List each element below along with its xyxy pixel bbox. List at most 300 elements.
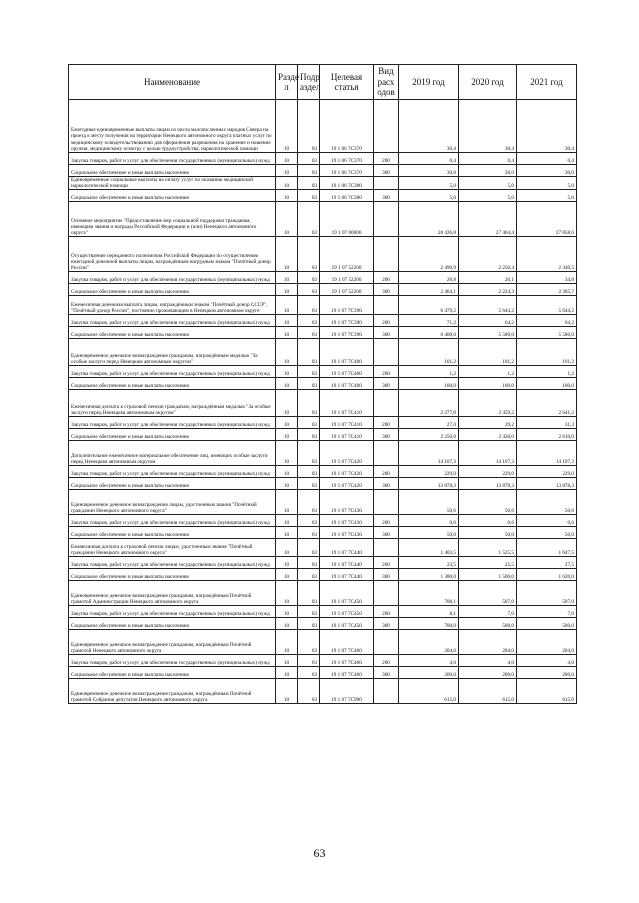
- cell-target: 19 1 07 7С410: [320, 429, 374, 441]
- col-2021-header: 2021 год: [517, 65, 577, 100]
- cell-vr: [374, 296, 399, 315]
- cell-vr: [374, 202, 399, 237]
- cell-y2019: 50,6: [399, 490, 459, 515]
- cell-name: Закупка товаров, работ и услуг для обеспечения государственных (муниципальных) нужд: [69, 366, 276, 378]
- table-row: [69, 177, 577, 190]
- cell-y2020: 229,0: [459, 466, 517, 478]
- cell-sec: 10: [276, 606, 298, 618]
- cell-y2020: 2 250,4: [459, 237, 517, 272]
- cell-sub: 03: [298, 679, 320, 704]
- table-row: [69, 366, 577, 378]
- cell-y2019: 204,0: [399, 630, 459, 655]
- cell-y2020: 14 107,3: [459, 441, 517, 466]
- cell-target: 19 1 07 7С440: [320, 569, 374, 581]
- cell-vr: 300: [374, 378, 399, 390]
- cell-y2019: 2 490,9: [399, 237, 459, 272]
- table-row: [69, 339, 577, 366]
- table-row: [69, 466, 577, 478]
- cell-vr: 300: [374, 618, 399, 630]
- cell-target: 19 1 07 7С450: [320, 618, 374, 630]
- table-row: [69, 417, 577, 429]
- cell-sec: 10: [276, 153, 298, 165]
- cell-target: 19 1 07 7С430: [320, 490, 374, 515]
- cell-y2020: 500,0: [459, 618, 517, 630]
- cell-y2020: 1 500,0: [459, 569, 517, 581]
- cell-y2020: 615,0: [459, 679, 517, 704]
- cell-vr: 300: [374, 667, 399, 679]
- cell-vr: 200: [374, 417, 399, 429]
- cell-y2021: 5 644,2: [517, 296, 577, 315]
- cell-vr: 300: [374, 284, 399, 296]
- table-row: [69, 478, 577, 490]
- cell-y2019: 30,4: [399, 100, 459, 153]
- cell-sub: 03: [298, 655, 320, 667]
- cell-y2021: 1,2: [517, 366, 577, 378]
- cell-vr: [374, 490, 399, 515]
- cell-sub: 03: [298, 339, 320, 366]
- cell-y2021: 615,0: [517, 679, 577, 704]
- cell-target: 19 1 06 7С380: [320, 190, 374, 202]
- cell-y2019: 1 380,0: [399, 569, 459, 581]
- cell-y2020: 50,6: [459, 490, 517, 515]
- cell-y2021: 27 858,6: [517, 202, 577, 237]
- cell-target: 19 1 07 7С440: [320, 557, 374, 569]
- cell-y2021: 1 647,5: [517, 539, 577, 557]
- cell-y2019: 5,0: [399, 190, 459, 202]
- cell-vr: [374, 100, 399, 153]
- cell-y2019: 14 107,3: [399, 441, 459, 466]
- cell-sub: 03: [298, 581, 320, 606]
- cell-y2020: 7,0: [459, 606, 517, 618]
- cell-sec: 10: [276, 679, 298, 704]
- col-section-header: Разде л: [276, 65, 298, 100]
- cell-sub: 03: [298, 366, 320, 378]
- cell-y2021: 229,0: [517, 466, 577, 478]
- cell-y2019: 26,8: [399, 272, 459, 284]
- cell-y2019: 5,0: [399, 177, 459, 190]
- cell-y2020: 26,1: [459, 272, 517, 284]
- col-exptype-header: Вид расх одов: [374, 65, 399, 100]
- cell-y2021: 500,0: [517, 618, 577, 630]
- table-row: [69, 490, 577, 515]
- cell-sub: 03: [298, 630, 320, 655]
- table-row: [69, 679, 577, 704]
- table-row: [69, 390, 577, 417]
- cell-y2019: 0,4: [399, 153, 459, 165]
- cell-name: Единовременное денежное вознаграждение гражданам, награждённым Почётной грамотой Собрания депутатов Ненецкого автономного округа: [69, 679, 276, 704]
- cell-sub: 03: [298, 490, 320, 515]
- cell-y2019: 708,1: [399, 581, 459, 606]
- cell-y2020: 0,4: [459, 153, 517, 165]
- cell-y2020: 25,5: [459, 557, 517, 569]
- cell-sub: 03: [298, 315, 320, 327]
- cell-sec: 10: [276, 378, 298, 390]
- cell-sec: 10: [276, 429, 298, 441]
- cell-name: Социальное обеспечение и иные выплаты населению: [69, 569, 276, 581]
- cell-y2021: 2 641,3: [517, 390, 577, 417]
- cell-sub: 03: [298, 202, 320, 237]
- cell-name: Социальное обеспечение и иные выплаты населению: [69, 618, 276, 630]
- cell-y2021: 0,6: [517, 515, 577, 527]
- cell-sub: 03: [298, 569, 320, 581]
- cell-sec: 10: [276, 315, 298, 327]
- cell-sec: 10: [276, 478, 298, 490]
- cell-y2019: 200,0: [399, 667, 459, 679]
- cell-y2021: 30,4: [517, 100, 577, 153]
- cell-vr: 200: [374, 515, 399, 527]
- cell-vr: 200: [374, 366, 399, 378]
- table-body: [69, 100, 577, 704]
- cell-vr: 300: [374, 190, 399, 202]
- cell-y2021: 101,2: [517, 339, 577, 366]
- table-row: [69, 378, 577, 390]
- cell-name: Основное мероприятие "Предоставление мер социальной поддержки гражданам, имеющим звания и награды Российской Федерации и (или) Ненецкого автономного округа": [69, 202, 276, 237]
- cell-vr: 200: [374, 655, 399, 667]
- table-row: [69, 284, 577, 296]
- cell-y2020: 1,2: [459, 366, 517, 378]
- cell-target: 19 1 06 7С370: [320, 165, 374, 177]
- cell-sub: 03: [298, 429, 320, 441]
- cell-name: Единовременное денежное вознаграждение гражданам, награждённым Почётной грамотой Ненецкого автономного округа: [69, 630, 276, 655]
- cell-y2020: 2 430,0: [459, 429, 517, 441]
- cell-sec: 10: [276, 466, 298, 478]
- col-subsection-header: Подр аздел: [298, 65, 320, 100]
- cell-sec: 10: [276, 327, 298, 339]
- cell-y2020: 100,0: [459, 378, 517, 390]
- cell-name: Закупка товаров, работ и услуг для обеспечения государственных (муниципальных) нужд: [69, 315, 276, 327]
- cell-name: Социальное обеспечение и иные выплаты населению: [69, 527, 276, 539]
- table-row: [69, 190, 577, 202]
- cell-name: Социальное обеспечение и иные выплаты населению: [69, 165, 276, 177]
- cell-y2019: 6 479,2: [399, 296, 459, 315]
- cell-y2021: 27,5: [517, 557, 577, 569]
- cell-sub: 03: [298, 284, 320, 296]
- cell-sub: 03: [298, 527, 320, 539]
- cell-y2019: 8,1: [399, 606, 459, 618]
- cell-y2019: 1,2: [399, 366, 459, 378]
- cell-y2021: 7,0: [517, 606, 577, 618]
- cell-sub: 03: [298, 177, 320, 190]
- cell-y2021: 5 580,0: [517, 327, 577, 339]
- cell-vr: 300: [374, 478, 399, 490]
- cell-target: 19 1 07 7С450: [320, 606, 374, 618]
- cell-target: 19 1 07 52200: [320, 237, 374, 272]
- cell-y2020: 5,0: [459, 190, 517, 202]
- cell-sec: 10: [276, 618, 298, 630]
- cell-sub: 03: [298, 153, 320, 165]
- cell-y2021: 507,0: [517, 581, 577, 606]
- cell-target: 19 1 07 7С390: [320, 327, 374, 339]
- cell-y2021: 50,6: [517, 490, 577, 515]
- cell-sub: 03: [298, 378, 320, 390]
- cell-name: Единовременное денежное вознаграждение лицам, удостоенным звания "Почётный гражданин Ненецкого автономного округа": [69, 490, 276, 515]
- cell-y2019: 13 878,3: [399, 478, 459, 490]
- cell-sub: 03: [298, 296, 320, 315]
- cell-y2021: 5,0: [517, 190, 577, 202]
- cell-y2021: 4,0: [517, 655, 577, 667]
- cell-target: 19 1 07 7С420: [320, 441, 374, 466]
- cell-y2020: 200,0: [459, 667, 517, 679]
- cell-y2019: 229,0: [399, 466, 459, 478]
- cell-vr: [374, 237, 399, 272]
- cell-y2021: 2 340,5: [517, 237, 577, 272]
- cell-name: Закупка товаров, работ и услуг для обеспечения государственных (муниципальных) нужд: [69, 557, 276, 569]
- cell-y2020: 13 878,3: [459, 478, 517, 490]
- cell-sec: 10: [276, 417, 298, 429]
- cell-y2020: 2 459,2: [459, 390, 517, 417]
- cell-target: 19 1 07 7С440: [320, 539, 374, 557]
- cell-y2019: 0,6: [399, 515, 459, 527]
- cell-y2020: 507,0: [459, 581, 517, 606]
- cell-sec: 10: [276, 366, 298, 378]
- cell-sub: 03: [298, 539, 320, 557]
- cell-y2020: 30,0: [459, 165, 517, 177]
- cell-y2019: 1 403,5: [399, 539, 459, 557]
- cell-name: Закупка товаров, работ и услуг для обеспечения государственных (муниципальных) нужд: [69, 655, 276, 667]
- cell-sec: 10: [276, 165, 298, 177]
- cell-y2021: 50,0: [517, 527, 577, 539]
- cell-sub: 03: [298, 478, 320, 490]
- cell-y2021: 34,8: [517, 272, 577, 284]
- cell-sec: 10: [276, 390, 298, 417]
- table-row: [69, 618, 577, 630]
- cell-name: Социальное обеспечение и иные выплаты населению: [69, 429, 276, 441]
- cell-y2019: 2 250,0: [399, 429, 459, 441]
- cell-y2021: 2 610,0: [517, 429, 577, 441]
- cell-y2019: 101,2: [399, 339, 459, 366]
- cell-target: 19 1 07 7С400: [320, 366, 374, 378]
- cell-sub: 03: [298, 327, 320, 339]
- cell-sec: 10: [276, 237, 298, 272]
- cell-vr: [374, 390, 399, 417]
- cell-y2019: 28 436,8: [399, 202, 459, 237]
- cell-sec: 10: [276, 296, 298, 315]
- cell-y2021: 14 107,3: [517, 441, 577, 466]
- cell-target: 19 1 07 7С450: [320, 581, 374, 606]
- cell-vr: 200: [374, 315, 399, 327]
- cell-sec: 10: [276, 569, 298, 581]
- cell-sub: 03: [298, 190, 320, 202]
- cell-y2021: 0,4: [517, 153, 577, 165]
- cell-y2019: 30,0: [399, 165, 459, 177]
- cell-vr: [374, 630, 399, 655]
- cell-name: Закупка товаров, работ и услуг для обеспечения государственных (муниципальных) нужд: [69, 153, 276, 165]
- cell-target: 19 1 07 52200: [320, 284, 374, 296]
- cell-y2019: 50,0: [399, 527, 459, 539]
- cell-name: Закупка товаров, работ и услуг для обеспечения государственных (муниципальных) нужд: [69, 417, 276, 429]
- cell-y2019: 6 408,0: [399, 327, 459, 339]
- cell-vr: [374, 177, 399, 190]
- table-row: [69, 153, 577, 165]
- cell-sec: 10: [276, 272, 298, 284]
- table-row: [69, 296, 577, 315]
- cell-sub: 03: [298, 667, 320, 679]
- cell-y2019: 700,0: [399, 618, 459, 630]
- cell-sec: 10: [276, 557, 298, 569]
- cell-y2020: 27 464,4: [459, 202, 517, 237]
- cell-sec: 10: [276, 100, 298, 153]
- table-row: [69, 441, 577, 466]
- table-row: [69, 515, 577, 527]
- cell-y2019: 27,0: [399, 417, 459, 429]
- cell-y2020: 0,6: [459, 515, 517, 527]
- cell-y2021: 13 878,3: [517, 478, 577, 490]
- cell-sub: 03: [298, 466, 320, 478]
- cell-target: 19 1 07 7С390: [320, 315, 374, 327]
- cell-target: 19 1 07 7С420: [320, 478, 374, 490]
- cell-y2020: 30,4: [459, 100, 517, 153]
- cell-y2020: 101,2: [459, 339, 517, 366]
- cell-vr: [374, 339, 399, 366]
- table-row: [69, 272, 577, 284]
- cell-y2020: 50,0: [459, 527, 517, 539]
- table-row: [69, 429, 577, 441]
- cell-name: Социальное обеспечение и иные выплаты населению: [69, 378, 276, 390]
- cell-sub: 03: [298, 618, 320, 630]
- cell-y2021: 5,0: [517, 177, 577, 190]
- cell-sec: 10: [276, 190, 298, 202]
- table-row: [69, 100, 577, 153]
- cell-vr: 200: [374, 466, 399, 478]
- cell-sec: 10: [276, 490, 298, 515]
- table-row: [69, 667, 577, 679]
- cell-name: Закупка товаров, работ и услуг для обеспечения государственных (муниципальных) нужд: [69, 466, 276, 478]
- cell-vr: [374, 441, 399, 466]
- cell-sec: 10: [276, 527, 298, 539]
- table-row: [69, 557, 577, 569]
- cell-y2020: 5 644,2: [459, 296, 517, 315]
- cell-y2019: 615,0: [399, 679, 459, 704]
- cell-vr: [374, 581, 399, 606]
- cell-vr: [374, 679, 399, 704]
- cell-vr: 300: [374, 569, 399, 581]
- cell-y2021: 2 305,7: [517, 284, 577, 296]
- cell-name: Единовременное денежное вознаграждение гражданам, награждённым медалью "За особые заслуги перед Ненецким автономным округом": [69, 339, 276, 366]
- cell-y2020: 204,0: [459, 630, 517, 655]
- cell-sub: 03: [298, 100, 320, 153]
- cell-sub: 03: [298, 606, 320, 618]
- cell-sub: 03: [298, 441, 320, 466]
- table-row: [69, 315, 577, 327]
- cell-name: Социальное обеспечение и иные выплаты населению: [69, 667, 276, 679]
- cell-y2021: 30,0: [517, 165, 577, 177]
- cell-vr: 300: [374, 327, 399, 339]
- cell-y2021: 200,0: [517, 667, 577, 679]
- cell-target: 19 1 06 7С370: [320, 153, 374, 165]
- cell-sec: 10: [276, 339, 298, 366]
- cell-vr: 300: [374, 429, 399, 441]
- cell-vr: 200: [374, 557, 399, 569]
- cell-name: Закупка товаров, работ и услуг для обеспечения государственных (муниципальных) нужд: [69, 515, 276, 527]
- cell-target: 19 1 07 7С410: [320, 390, 374, 417]
- cell-name: Закупка товаров, работ и услуг для обеспечения государственных (муниципальных) нужд: [69, 272, 276, 284]
- col-2019-header: 2019 год: [399, 65, 459, 100]
- cell-y2019: 2 464,1: [399, 284, 459, 296]
- cell-sec: 10: [276, 284, 298, 296]
- cell-y2021: 31,3: [517, 417, 577, 429]
- cell-sub: 03: [298, 557, 320, 569]
- table-row: [69, 655, 577, 667]
- cell-y2020: 5,0: [459, 177, 517, 190]
- col-2020-header: 2020 год: [459, 65, 517, 100]
- cell-name: Ежемесячная доплата к страховой пенсии гражданам, награждённым медалью "За особые заслуги перед Ненецким автономным округом": [69, 390, 276, 417]
- cell-sec: 10: [276, 581, 298, 606]
- cell-vr: [374, 539, 399, 557]
- table-row: [69, 581, 577, 606]
- cell-name: Дополнительное ежемесячное материальное обеспечение лиц, имеющих особые заслуги перед Ненецким автономным округом: [69, 441, 276, 466]
- table-row: [69, 569, 577, 581]
- cell-target: 19 1 06 7С380: [320, 177, 374, 190]
- cell-y2020: 4,0: [459, 655, 517, 667]
- cell-y2020: 1 525,5: [459, 539, 517, 557]
- cell-target: 19 1 07 7С400: [320, 378, 374, 390]
- cell-y2019: 4,0: [399, 655, 459, 667]
- cell-target: 19 1 07 7С400: [320, 339, 374, 366]
- cell-target: 19 1 07 00000: [320, 202, 374, 237]
- cell-vr: 200: [374, 272, 399, 284]
- cell-name: Социальное обеспечение и иные выплаты населению: [69, 284, 276, 296]
- cell-sec: 10: [276, 441, 298, 466]
- cell-y2021: 100,0: [517, 378, 577, 390]
- cell-sub: 03: [298, 390, 320, 417]
- cell-target: 19 1 07 7С990: [320, 679, 374, 704]
- cell-y2019: 71,2: [399, 315, 459, 327]
- cell-name: Социальное обеспечение и иные выплаты населению: [69, 478, 276, 490]
- cell-y2020: 5 580,0: [459, 327, 517, 339]
- table-row: [69, 539, 577, 557]
- cell-name: Осуществление переданного полномочия Российской Федерации по осуществлению ежегодной денежной выплаты лицам, награждённым нагрудным знаком "Почётный донор России": [69, 237, 276, 272]
- cell-target: 19 1 06 7С370: [320, 100, 374, 153]
- cell-vr: 200: [374, 153, 399, 165]
- cell-target: 19 1 07 7С460: [320, 655, 374, 667]
- cell-sub: 03: [298, 165, 320, 177]
- cell-y2020: 2 224,3: [459, 284, 517, 296]
- cell-sec: 10: [276, 630, 298, 655]
- budget-table: [68, 64, 577, 704]
- table-row: [69, 606, 577, 618]
- cell-target: 19 1 07 7С460: [320, 667, 374, 679]
- table-row: [69, 165, 577, 177]
- col-target-header: Целевая статья: [320, 65, 374, 100]
- table-row: [69, 202, 577, 237]
- table-row: [69, 327, 577, 339]
- cell-sec: 10: [276, 202, 298, 237]
- cell-target: 19 1 07 7С430: [320, 527, 374, 539]
- cell-name: Ежемесячная денежная выплата лицам, награждённым знаком "Почётный донор СССР", "Почётный донор России", постоянно проживающим в Ненецком автономном округе: [69, 296, 276, 315]
- cell-name: Ежегодные единовременные выплаты лицам из числа малочисленных народов Севера на проезд к месту получения на территории Ненецкого автономного округа платных услуг по медицинскому освидетельствованию для оформления разрешения на хранение и ношение оружия, медицинскому осмотру с целью трудоустройства, наркологической помощи: [69, 100, 276, 153]
- cell-sec: 10: [276, 667, 298, 679]
- cell-name: Социальное обеспечение и иные выплаты населению: [69, 327, 276, 339]
- cell-y2019: 2 277,0: [399, 390, 459, 417]
- table-row: [69, 630, 577, 655]
- cell-name: Ежемесячная доплата к страховой пенсии лицам, удостоенным звания "Почётный гражданин Ненецкого автономного округа": [69, 539, 276, 557]
- cell-vr: 200: [374, 606, 399, 618]
- cell-name: Единовременное денежное вознаграждение гражданам, награждённым Почётной грамотой Администрации Ненецкого автономного округа: [69, 581, 276, 606]
- cell-name: Единовременные социальные выплаты на оплату услуг по оказанию медицинской наркологической помощи: [69, 177, 276, 190]
- cell-name: Социальное обеспечение и иные выплаты населению: [69, 190, 276, 202]
- cell-y2020: 64,2: [459, 315, 517, 327]
- cell-y2021: 1 620,0: [517, 569, 577, 581]
- header-row: [69, 65, 577, 100]
- table-row: [69, 527, 577, 539]
- cell-target: 19 1 07 7С460: [320, 630, 374, 655]
- cell-target: 19 1 07 7С420: [320, 466, 374, 478]
- cell-target: 19 1 07 7С390: [320, 296, 374, 315]
- cell-target: 19 1 07 7С410: [320, 417, 374, 429]
- cell-sec: 10: [276, 539, 298, 557]
- cell-sub: 03: [298, 237, 320, 272]
- cell-sub: 03: [298, 272, 320, 284]
